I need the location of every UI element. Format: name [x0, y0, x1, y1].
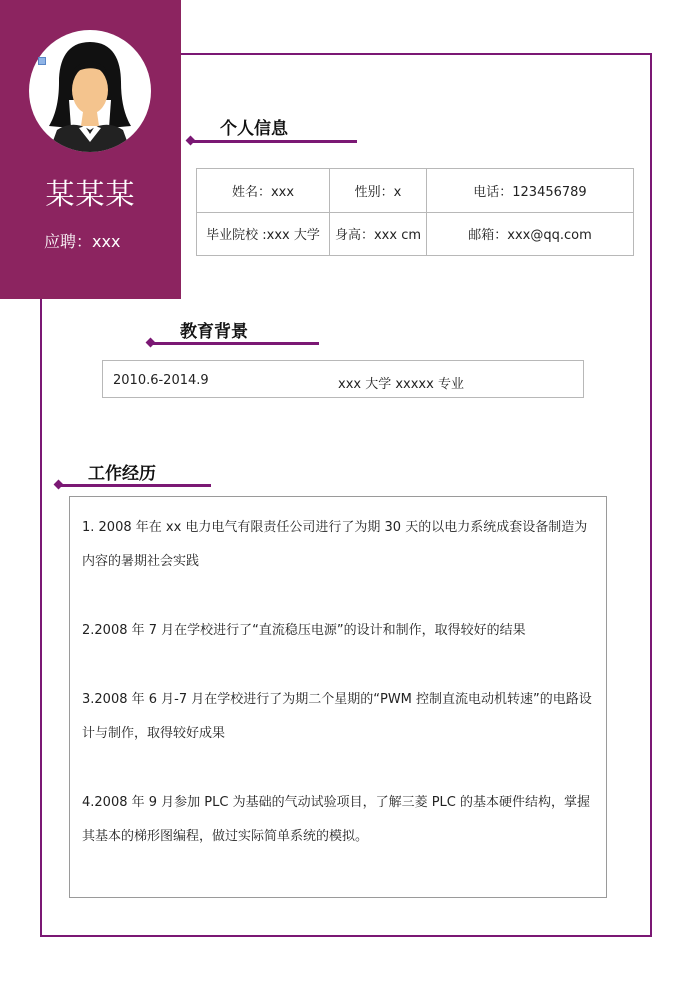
section-rule-work [61, 484, 211, 487]
info-phone: 电话：123456789 [427, 169, 634, 213]
section-rule-education [153, 342, 319, 345]
education-detail: xxx 大学 xxxxx 专业 [338, 377, 464, 392]
avatar-portrait-icon [29, 30, 151, 152]
section-title-education: 教育背景 [180, 322, 248, 342]
info-height: 身高：xxx cm [330, 212, 427, 256]
apply-position: 应聘：xxx [44, 232, 121, 251]
education-box [102, 360, 584, 398]
education-period: 2010.6-2014.9 [113, 373, 209, 388]
info-name: 姓名：xxx [197, 169, 330, 213]
corner-marker-icon [38, 57, 46, 65]
candidate-name: 某某某 [45, 177, 136, 211]
personal-info-table [196, 168, 634, 256]
info-gender: 性别：x [330, 169, 427, 213]
work-item: 1. 2008 年在 xx 电力电气有限责任公司进行了为期 30 天的以电力系统成套设备制造为内容的暑期社会实践 [82, 520, 588, 569]
section-title-personal-info: 个人信息 [220, 119, 288, 139]
work-item: 3.2008 年 6 月-7 月在学校进行了为期二个星期的“PWM 控制直流电动机转速”的电路设计与制作，取得较好成果 [82, 692, 592, 741]
avatar [29, 30, 151, 152]
info-school: 毕业院校 :xxx 大学 [197, 212, 330, 256]
work-item: 2.2008 年 7 月在学校进行了“直流稳压电源”的设计和制作，取得较好的结果 [82, 623, 526, 638]
profile-panel [0, 0, 181, 299]
section-rule-personal-info [193, 140, 357, 143]
work-item: 4.2008 年 9 月参加 PLC 为基础的气动试验项目，了解三菱 PLC 的基本硬件结构，掌握其基本的梯形图编程，做过实际简单系统的模拟。 [82, 795, 591, 844]
info-email: 邮箱：xxx@qq.com [427, 212, 634, 256]
section-title-work: 工作经历 [88, 464, 156, 484]
work-experience-box [69, 496, 607, 898]
